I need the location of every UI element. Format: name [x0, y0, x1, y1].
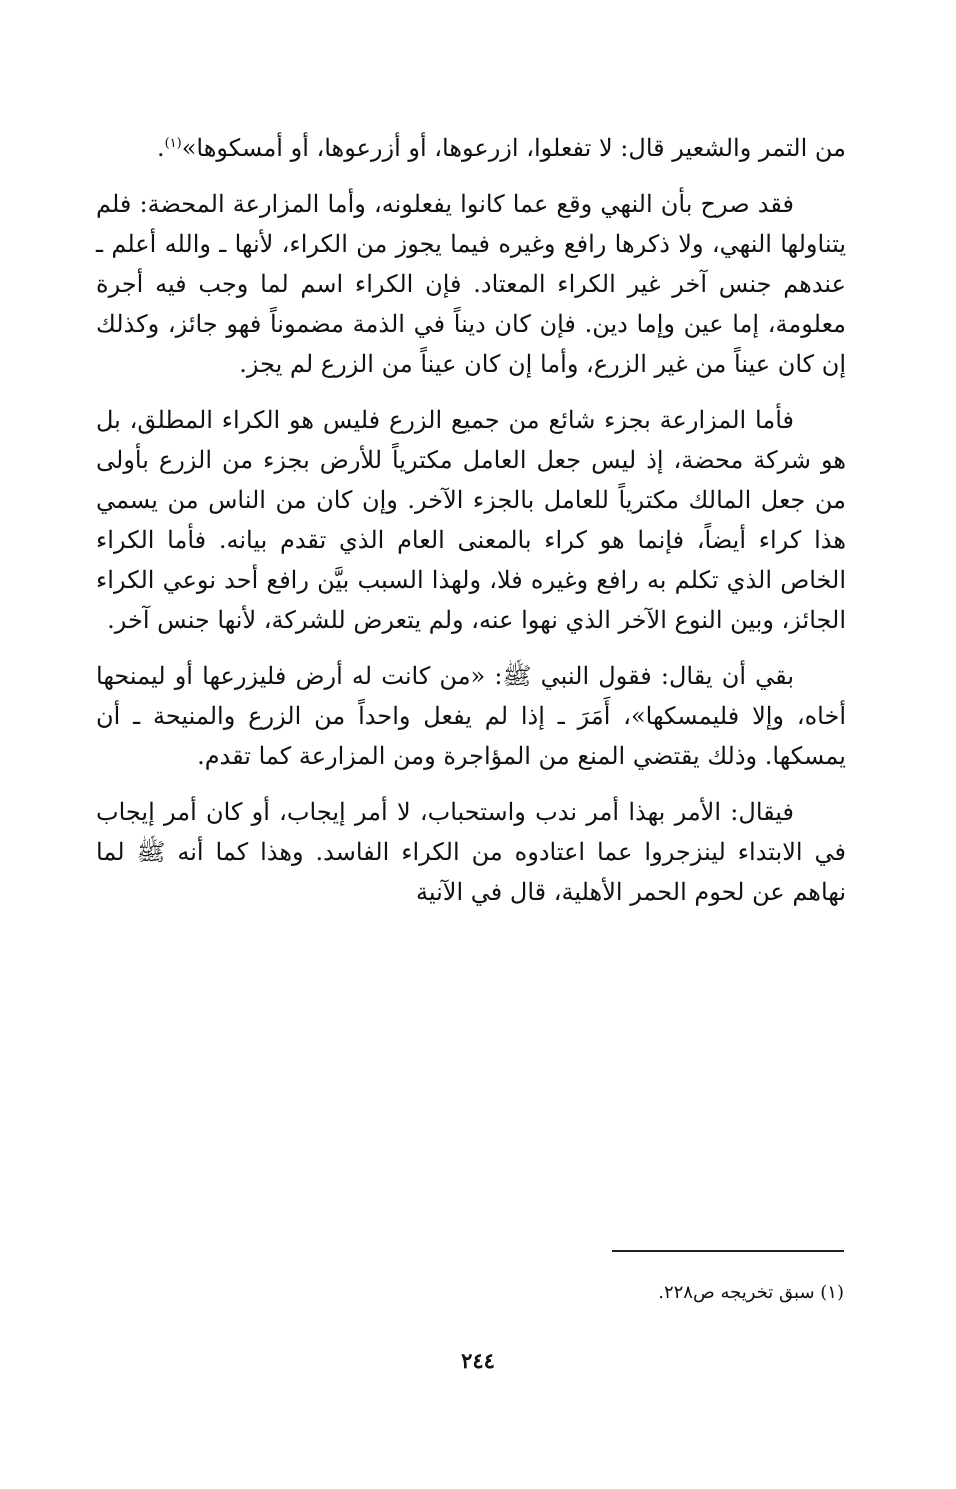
- footnote-reference: (١): [164, 136, 182, 151]
- footnote: (١) سبق تخريجه ص٢٢٨.: [658, 1282, 844, 1303]
- paragraph-4: بقي أن يقال: فقول النبي ﷺ: «من كانت له أرض فليزرعها أو ليمنحها أخاه، وإلا فليمسكها»، أَمَرَ ـ إذا لم يفعل واحداً من الزرع والمنيحة ـ أن يمسكها. وذلك يقتضي المنع من المؤاجرة ومن المزارعة كما تقدم.: [96, 662, 846, 770]
- paragraph-3: فأما المزارعة بجزء شائع من جميع الزرع فليس هو الكراء المطلق، بل هو شركة محضة، إذ ليس جعل العامل مكترياً للأرض بجزء من الزرع بأولى من جعل المالك مكترياً للعامل بالجزء الآخر. وإن كان من الناس من يسمي هذا كراء أيضاً، فإنما هو كراء بالمعنى العام الذي تقدم بيانه. فأما الكراء الخاص الذي تكلم به رافع وغيره فلا، ولهذا السبب بيَّن رافع أحد نوعي الكراء الجائز، وبين النوع الآخر الذي نهوا عنه، ولم يتعرض للشركة، لأنها جنس آخر.: [96, 406, 846, 634]
- page-number: ٢٤٤: [461, 1348, 495, 1373]
- main-text: [96, 128, 846, 928]
- paragraph-1-text: من التمر والشعير قال: لا تفعلوا، ازرعوها، أو أزرعوها، أو أمسكوها»: [181, 134, 846, 162]
- paragraph-1-end: .: [156, 134, 165, 162]
- paragraph-2: فقد صرح بأن النهي وقع عما كانوا يفعلونه، وأما المزارعة المحضة: فلم يتناولها النهي، ولا ذكرها رافع وغيره فيما يجوز من الكراء، لأنها ـ والله أعلم ـ عندهم جنس آخر غير الكراء المعتاد. فإن الكراء اسم لما وجب فيه أجرة معلومة، إما عين وإما دين. فإن كان ديناً في الذمة مضموناً فهو جائز، وكذلك إن كان عيناً من غير الزرع، وأما إن كان عيناً من الزرع لم يجز.: [96, 190, 846, 378]
- footnote-divider: [612, 1250, 844, 1252]
- paragraph-5: فيقال: الأمر بهذا أمر ندب واستحباب، لا أمر إيجاب، أو كان أمر إيجاب في الابتداء لينزجروا عما اعتادوه من الكراء الفاسد. وهذا كما أنه ﷺ لما نهاهم عن لحوم الحمر الأهلية، قال في الآنية: [96, 798, 846, 906]
- paragraph-1: [96, 128, 846, 168]
